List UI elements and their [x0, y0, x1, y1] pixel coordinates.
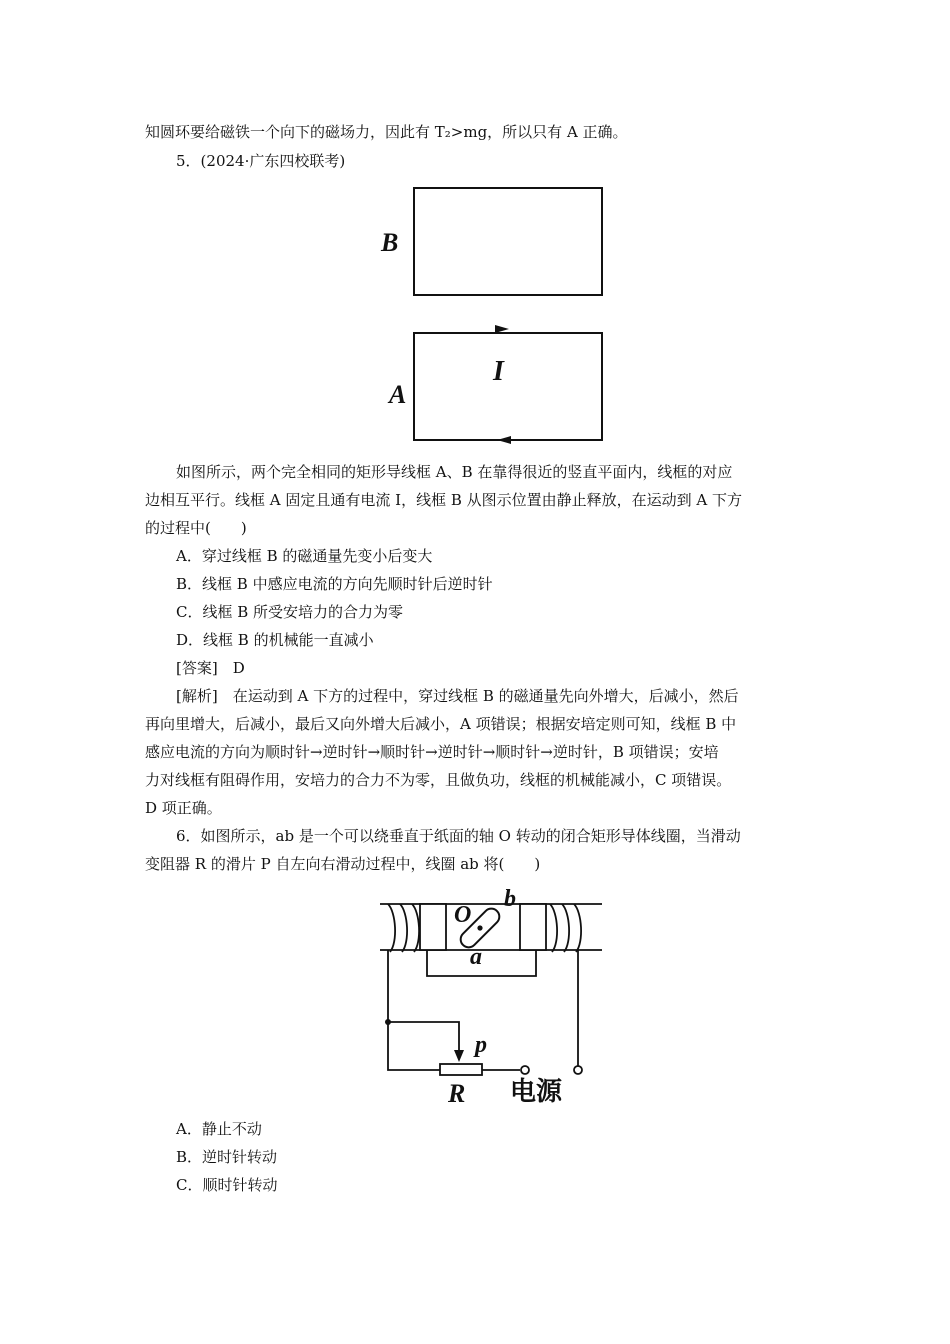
- q5-analysis-2: 再向里增大，后减小，最后又向外增大后减小，A 项错误；根据安培定则可知，线框 B 中: [145, 715, 737, 733]
- label-p: p: [475, 1032, 487, 1058]
- top-arrow: [495, 325, 509, 333]
- rheostat-r: [440, 1064, 482, 1075]
- left-coil: [388, 904, 419, 952]
- left-pole: [420, 904, 446, 950]
- q6-option-b: B．逆时针转动: [176, 1148, 278, 1166]
- label-i: I: [493, 356, 504, 387]
- q5-analysis-3: 感应电流的方向为顺时针→逆时针→顺时针→逆时针→顺时针→逆时针，B 项错误；安培: [145, 743, 719, 761]
- terminal-right: [574, 1066, 582, 1074]
- label-a-loop: a: [470, 944, 482, 970]
- q6-stem-2: 变阻器 R 的滑片 P 自左向右滑动过程中，线圈 ab 将( ): [145, 855, 541, 873]
- right-pole: [520, 904, 546, 950]
- q5-option-c: C．线框 B 所受安培力的合力为零: [176, 603, 404, 621]
- frame-b: [414, 188, 602, 295]
- q5-figure: [375, 180, 615, 450]
- slider-arrow: [454, 1050, 464, 1062]
- terminal-left: [521, 1066, 529, 1074]
- q5-answer: [答案] D: [176, 659, 245, 677]
- label-b: B: [381, 228, 399, 257]
- q5-stem-3: 的过程中( ): [145, 519, 247, 537]
- q5-option-b: B．线框 B 中感应电流的方向先顺时针后逆时针: [176, 575, 493, 593]
- q6-option-c: C．顺时针转动: [176, 1176, 278, 1194]
- label-b-loop: b: [504, 886, 516, 912]
- q5-analysis-1: [解析] 在运动到 A 下方的过程中，穿过线框 B 的磁通量先向外增大，后减小，然后: [176, 687, 739, 705]
- bottom-arrow: [497, 436, 511, 444]
- right-coil: [550, 904, 581, 952]
- frame-a: [414, 333, 602, 440]
- label-o: O: [454, 902, 472, 928]
- q5-option-a: A．穿过线框 B 的磁通量先变小后变大: [176, 547, 433, 565]
- q5-stem-1: 如图所示，两个完全相同的矩形导线框 A、B 在靠得很近的竖直平面内，线框的对应: [176, 463, 733, 481]
- q6-stem-1: 6．如图所示，ab 是一个可以绕垂直于纸面的轴 O 转动的闭合矩形导体线圈，当滑动: [176, 827, 741, 845]
- q5-option-d: D．线框 B 的机械能一直减小: [176, 631, 374, 649]
- q5-source: 5．(2024·广东四校联考): [176, 152, 346, 170]
- continuation-text: 知圆环要给磁铁一个向下的磁场力，因此有 T₂>mg，所以只有 A 正确。: [145, 123, 628, 141]
- q5-analysis-5: D 项正确。: [145, 799, 222, 817]
- label-power-source: 电源: [510, 1077, 563, 1106]
- junction-dot: [385, 1019, 391, 1025]
- q6-figure: [370, 880, 620, 1112]
- q6-option-a: A．静止不动: [176, 1120, 262, 1138]
- label-a: A: [389, 380, 407, 409]
- label-r: R: [448, 1079, 466, 1108]
- q5-stem-2: 边相互平行。线框 A 固定且通有电流 I，线框 B 从图示位置由静止释放，在运动到 A 下方: [145, 491, 742, 509]
- q5-analysis-4: 力对线框有阻碍作用，安培力的合力不为零，且做负功，线框的机械能减小，C 项错误。: [145, 771, 732, 789]
